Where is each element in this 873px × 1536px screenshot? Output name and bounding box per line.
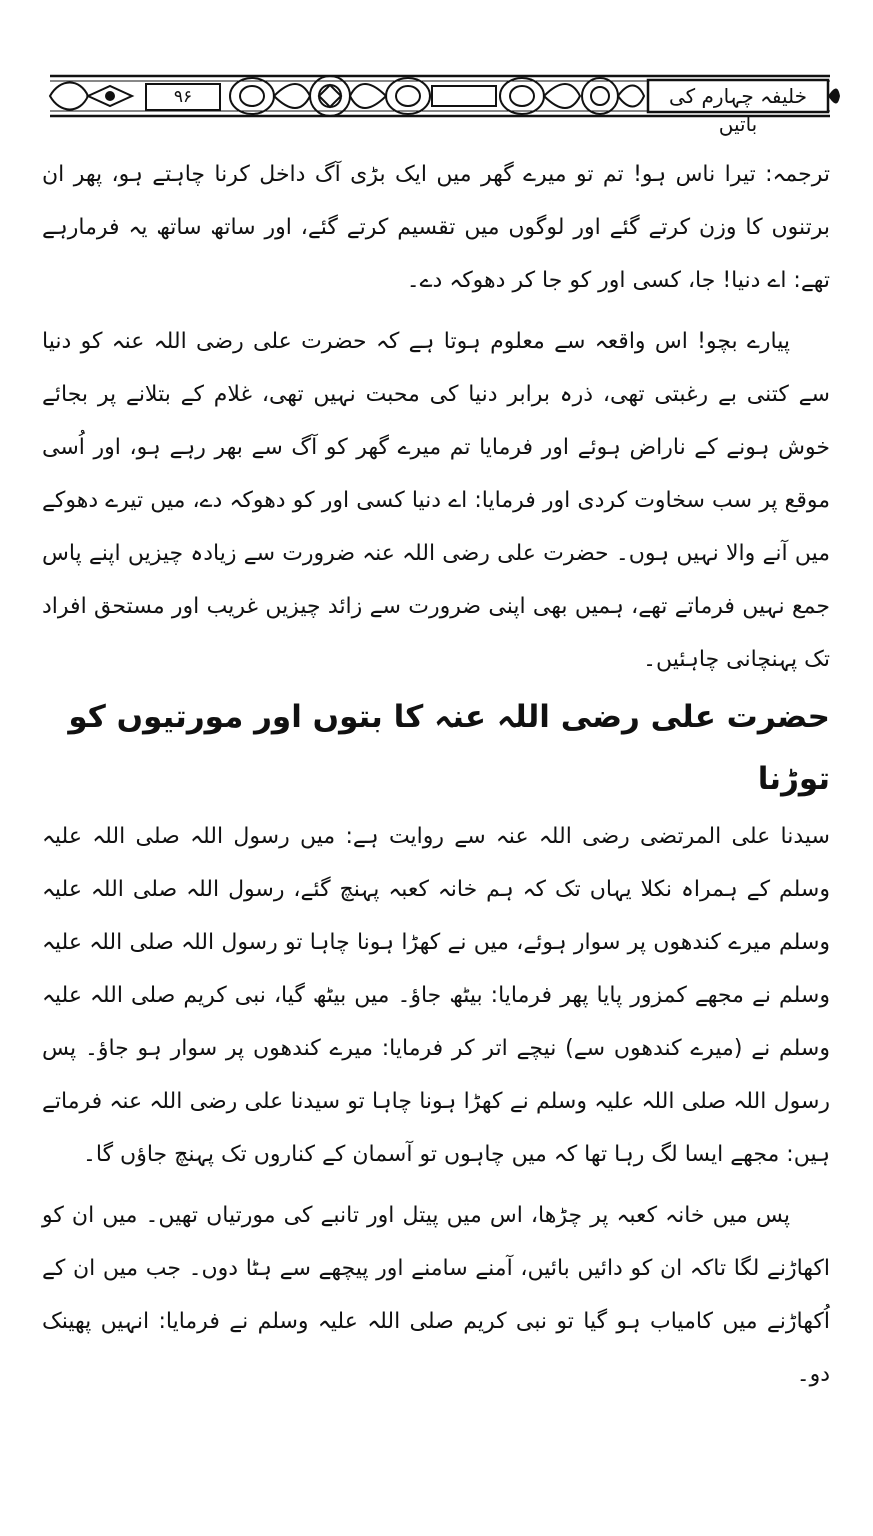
paragraph-narration: سیدنا علی المرتضی رضی اللہ عنہ سے روایت ہے: میں رسول اللہ صلی اللہ علیہ وسلم کے ہمراہ نکلا یہاں تک کہ ہم خانہ کعبہ پہنچ گئے، رسول اللہ صلی اللہ علیہ وسلم میرے کندھوں پر سوار ہوئے، میں نے کھڑا ہونا چاہا تو رسول اللہ صلی اللہ علیہ وسلم نے مجھے کمزور پایا پھر فرمایا: بیٹھ جاؤ۔ میں بیٹھ گیا، نبی کریم صلی اللہ علیہ وسلم نے (میرے کندھوں سے) نیچے اتر کر فرمایا: میرے کندھوں پر سوار ہو جاؤ۔ پس رسول اللہ صلی اللہ علیہ وسلم نے کھڑا ہونا چاہا تو سیدنا علی رضی اللہ عنہ فرماتے ہیں: مجھے ایسا لگ رہا تھا کہ میں چاہوں تو آسمان کے کناروں تک پہنچ جاؤں گا۔ [42, 824, 830, 1167]
paragraph-lesson: پیارے بچو! اس واقعہ سے معلوم ہوتا ہے کہ حضرت علی رضی اللہ عنہ کو دنیا سے کتنی بے رغبتی تھی، ذرہ برابر دنیا کی محبت نہیں تھی، غلام کے بتلانے پر بجائے خوش ہونے کے ناراض ہوئے اور فرمایا تم میرے گھر کو آگ سے بھر رہے ہو، اور اُسی موقع پر سب سخاوت کردی اور فرمایا: اے دنیا کسی اور کو دھوکہ دے، میں تیرے دھوکے میں آنے والا نہیں ہوں۔ حضرت علی رضی اللہ عنہ ضرورت سے زیادہ چیزیں اپنے پاس جمع نہیں فرماتے تھے، ہمیں بھی اپنی ضرورت سے زائد چیزیں غریب اور مستحق افراد تک پہنچانی چاہئیں۔ [42, 329, 830, 672]
page-number: ۹۶ [173, 87, 193, 107]
page-body [42, 148, 830, 1401]
section-heading: حضرت علی رضی اللہ عنہ کا بتوں اور مورتیوں کو توڑنا [68, 699, 830, 797]
page-header [40, 68, 840, 136]
running-title: خلیفہ چہارم کی باتیں [669, 84, 807, 136]
paragraph-translation: ترجمہ: تیرا ناس ہو! تم تو میرے گھر میں ایک بڑی آگ داخل کرنا چاہتے ہو، پھر ان برتنوں کا وزن کرتے گئے اور لوگوں میں تقسیم کرتے گئے، اور ساتھ ساتھ یہ فرمارہے تھے: اے دنیا! جا، کسی اور کو جا کر دھوکہ دے۔ [42, 162, 830, 293]
paragraph-kaaba: پس میں خانہ کعبہ پر چڑھا، اس میں پیتل اور تانبے کی مورتیاں تھیں۔ میں ان کو اکھاڑنے لگا تاکہ ان کو دائیں بائیں، آمنے سامنے اور پیچھے سے ہٹا دوں۔ جب میں ان کے اُکھاڑنے میں کامیاب ہو گیا تو نبی کریم صلی اللہ علیہ وسلم نے فرمایا: انہیں پھینک دو۔ [42, 1203, 830, 1387]
